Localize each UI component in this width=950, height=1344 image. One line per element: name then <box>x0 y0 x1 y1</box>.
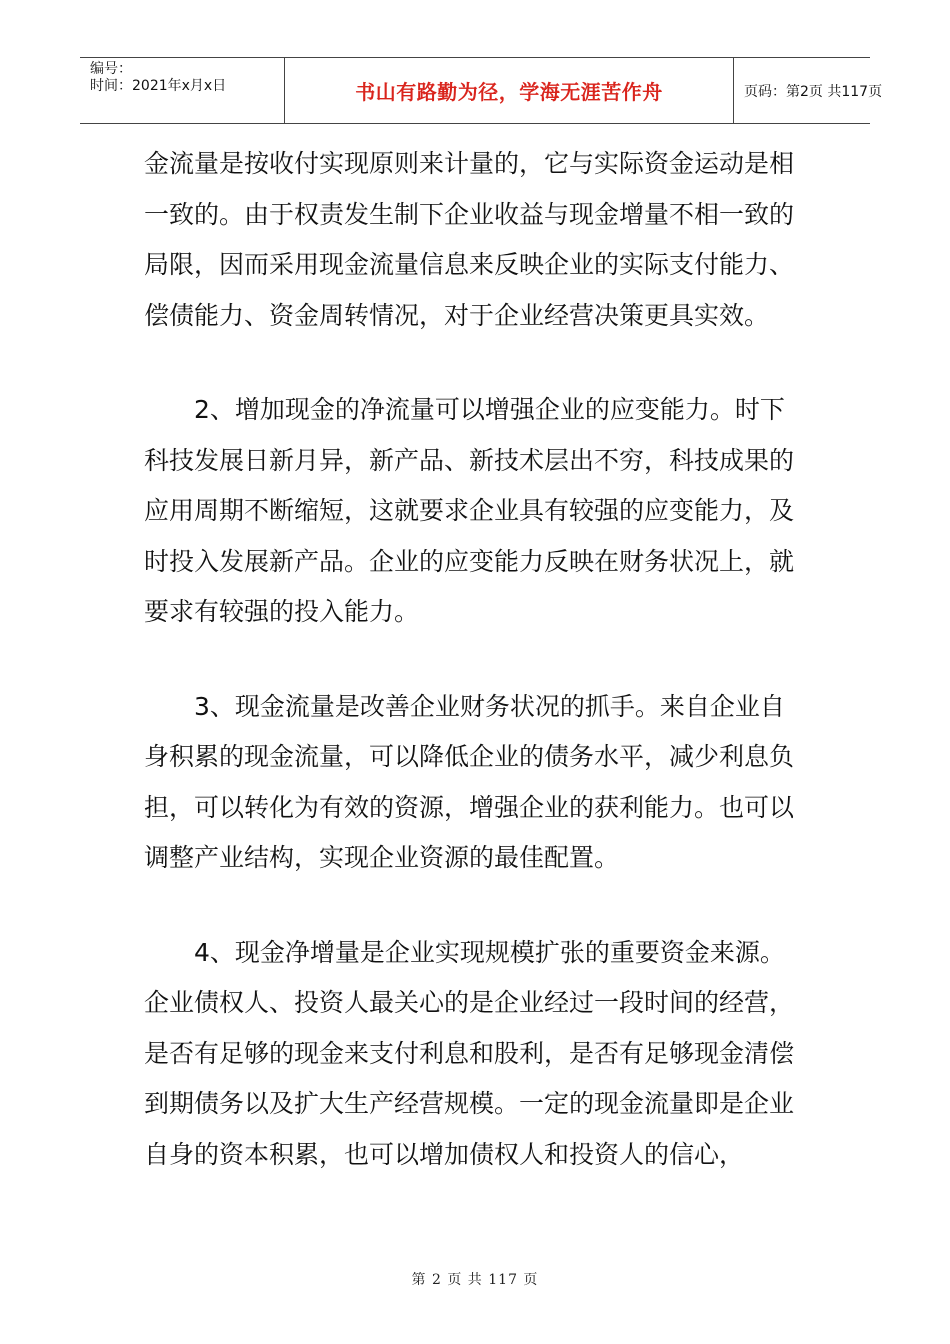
serial-number-label: 编号： <box>90 61 132 77</box>
header-meta <box>80 58 284 123</box>
paragraph-3: 3、现金流量是改善企业财务状况的抓手。来自企业自身积累的现金流量，可以降低企业的债务水平，减少利息负担，可以转化为有效的资源，增强企业的获利能力。也可以调整产业结构，实现企业资源的最佳配置。 <box>144 691 795 872</box>
header-motto: 书山有路勤为径，学海无涯苦作舟 <box>284 58 734 123</box>
document-body <box>144 139 804 1180</box>
paragraph-continued: 金流量是按收付实现原则来计量的，它与实际资金运动是相一致的。由于权责发生制下企业收益与现金增量不相一致的局限，因而采用现金流量信息来反映企业的实际支付能力、偿债能力、资金周转情况，对于企业经营决策更具实效。 <box>144 149 795 330</box>
paragraph-2: 2、增加现金的净流量可以增强企业的应变能力。时下科技发展日新月异，新产品、新技术层出不穷，科技成果的应用周期不断缩短，这就要求企业具有较强的应变能力，及时投入发展新产品。企业的应变能力反映在财务状况上，就要求有较强的投入能力。 <box>144 395 795 626</box>
paragraph-4: 4、现金净增量是企业实现规模扩张的重要资金来源。企业债权人、投资人最关心的是企业经过一段时间的经营，是否有足够的现金来支付利息和股利，是否有足够现金清偿到期债务以及扩大生产经营规模。一定的现金流量即是企业自身的资本积累，也可以增加债权人和投资人的信心， <box>144 937 795 1169</box>
time-label: 时间：2021年x月x日 <box>90 78 227 94</box>
page-header <box>80 57 883 124</box>
page-footer: 第 2 页 共 117 页 <box>411 1272 539 1288</box>
header-page-info: 页码：第2页 共117页 <box>744 83 883 100</box>
